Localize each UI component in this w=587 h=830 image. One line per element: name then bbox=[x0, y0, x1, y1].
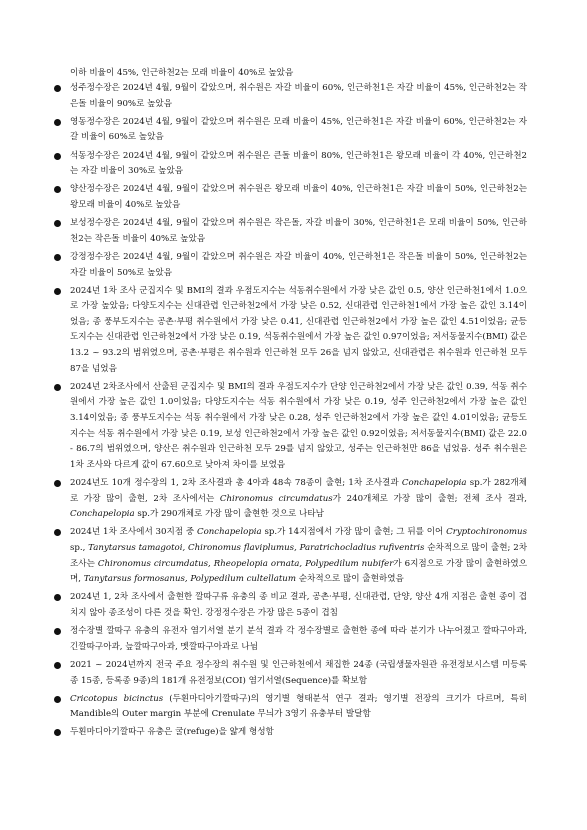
bullet-icon bbox=[54, 628, 61, 635]
item-text: 2024년 1, 2차 조사에서 출현한 깔따구류 유충의 종 비교 결과, 공촌·부평, 신대관렵, 단양, 양산 4개 지점은 출현 종이 겹치지 않아 종조성이 다른 것을 확인. 강정정수장은 가장 많은 5종이 겹침 bbox=[70, 592, 527, 618]
list-item bbox=[54, 624, 527, 655]
item-text: 2024년도 10개 정수장의 1, 2차 조사결과 총 4아과 48속 78종이 출현; 1차 조사결과 bbox=[70, 478, 402, 488]
list-item bbox=[54, 216, 527, 247]
item-text: 순차적으로 많이 출현; 2차 조사는 bbox=[70, 542, 527, 569]
bullet-icon bbox=[54, 85, 61, 92]
bullet-icon bbox=[54, 594, 61, 601]
bullet-icon bbox=[54, 480, 61, 487]
bullet-icon bbox=[54, 696, 61, 703]
item-text: sp.가 290개체로 가장 많이 출현한 것으로 나타남 bbox=[134, 509, 324, 520]
list-item bbox=[54, 250, 527, 281]
species-name: Conchapelopia bbox=[401, 478, 467, 488]
bullet-icon bbox=[54, 254, 61, 261]
bullet-icon bbox=[54, 186, 61, 193]
item-text: 순차적으로 많이 출현하였음 bbox=[295, 574, 404, 585]
species-name: Tanytarsus tamagotoi, Chironomus flaviplumus, Paratrichocladius rufiventris bbox=[88, 542, 425, 553]
item-text: 가 6지점으로 가장 많이 출현하였으며, bbox=[70, 558, 528, 585]
item-text: 가 240개체로 가장 많이 출현; 전체 조사 결과, bbox=[332, 493, 527, 504]
item-text: 2021 ~ 2024년까지 전국 주요 정수장의 취수원 및 인근하천에서 채집한 24종 (국립생물자원관 유전정보시스템 미등록종 15종, 등록종 9종)의 181개 유전정보(COI) 염기서열(Sequence)를 확보함 bbox=[70, 659, 527, 686]
item-text: 보성정수장은 2024년 4월, 9월이 같았으며 취수원은 작은돌, 자갈 비율이 30%, 인근하천1은 모래 비율이 50%, 인근하천2는 작은돌 비율이 40%로 높았음 bbox=[70, 218, 527, 244]
item-text: 2024년 1차 조사에서 30지점 중 bbox=[70, 527, 197, 538]
list-item bbox=[54, 380, 527, 474]
list-item bbox=[54, 81, 527, 112]
bullet-icon bbox=[54, 729, 61, 736]
species-name: Conchapelopia bbox=[197, 527, 262, 538]
list-item bbox=[54, 725, 527, 741]
bullet-icon bbox=[54, 288, 61, 295]
item-text: 석동정수장은 2024년 4월, 9월이 같았으며 취수원은 큰돌 비율이 80%, 인근하천1은 왕모래 비율이 각 40%, 인근하천2는 자갈 비율이 30%로 높았음 bbox=[70, 150, 527, 177]
species-name: Cricotopus bicinctus bbox=[70, 693, 164, 704]
item-text: sp., bbox=[70, 542, 89, 553]
bullet-list bbox=[54, 81, 527, 744]
item-text: 정수장별 깔따구 유충의 유전자 염기서열 분기 분석 결과 각 정수장별로 출현한 종에 따라 분기가 나누어졌고 깔따구아과, 긴깔따구아과, 늪깔따구아과, 멧깔따구아과로 나뉨 bbox=[70, 626, 527, 652]
list-item bbox=[54, 115, 527, 146]
species-name: Conchapelopia bbox=[70, 509, 135, 520]
item-text: 강정정수장은 2024년 4월, 9월이 같았으며 취수원은 자갈 비율이 40%, 인근하천1은 작은돌 비율이 50%, 인근하천2는 자갈 비율이 50%로 높았음 bbox=[70, 251, 527, 278]
item-text: sp.가 282개체로 가장 많이 출현, 2차 조사에서는 bbox=[70, 478, 527, 504]
continued-paragraph: 이하 비율이 45%, 인근하천2는 모래 비율이 40%로 높았음 bbox=[70, 68, 294, 78]
list-item bbox=[54, 182, 527, 213]
item-text: 영동정수장은 2024년 4월, 9월이 같았으며 취수원은 모래 비율이 45%, 인근하천1은 자갈 비율이 60%, 인근하천2는 자갈 비율이 60%로 높았음 bbox=[70, 116, 527, 143]
list-item bbox=[54, 692, 527, 723]
bullet-icon bbox=[54, 220, 61, 227]
item-text: 2024년 2차조사에서 산출된 군집지수 및 BMI의 결과 우점도지수가 단양 인근하천2에서 가장 낮은 값인 0.39, 석동 취수원에서 가장 높은 값인 1.0이었음; 다양도지수는 석동 취수원에서 가장 낮은 0.19, 성주 인근하천2에서 가장 높은 값인 3.14이었음; 종 풍부도지수는 석동 취수원에서 가장 낮은 0.28, 성주 인근하천2에서 가장 높은 값인 4.01이었음; 균등도지수는 석동 취수원에서 가장 낮은 0.19, 보성 인근하천2에서 가장 높은 값인 0.92이었음; 저서동물지수(BMI) 값은 22.0 - 86.7의 범위였으며, 양산은 취수원과 인근하천 모두 29를 넘지 않았고, 성주는 인근하천만 86을 넘었음. 성주 취수원은 1차 조사와 다르게 값이 67.60으로 낮아져 차이를 보였음 bbox=[70, 381, 527, 470]
list-item bbox=[54, 476, 527, 523]
species-name: Chironomus circumdatus, Rheopelopia ornata, Polypedilum nubifer bbox=[97, 558, 394, 569]
bullet-icon bbox=[54, 153, 61, 160]
species-name: Cryptochironomus bbox=[446, 527, 527, 538]
item-text: 두횐마디아기깔따구 유충은 굴(refuge)을 얇게 형성함 bbox=[70, 727, 274, 738]
bullet-icon bbox=[54, 384, 61, 391]
species-name: Tanytarsus formosanus, Polypedilum cultellatum bbox=[83, 574, 296, 585]
bullet-icon bbox=[54, 119, 61, 126]
bullet-icon bbox=[54, 662, 61, 669]
item-text: sp.가 14지점에서 가장 많이 출현; 그 뒤를 이어 bbox=[261, 527, 447, 538]
list-item bbox=[54, 525, 527, 587]
item-text: 성주정수장은 2024년 4월, 9월이 같았으며, 취수원은 자갈 비율이 60%, 인근하천1은 자갈 비율이 45%, 인근하천2는 작은돌 비율이 90%로 높았음 bbox=[70, 83, 527, 109]
species-name: Chironomus circumdatus bbox=[219, 493, 333, 504]
list-item bbox=[54, 590, 527, 621]
list-item bbox=[54, 149, 527, 180]
bullet-icon bbox=[54, 529, 61, 536]
list-item bbox=[54, 658, 527, 689]
item-text: 양산정수장은 2024년 4월, 9월이 같았으며 취수원은 왕모래 비율이 40%, 인근하천1은 자갈 비율이 50%, 인근하천2는 왕모래 비율이 40%로 높았음 bbox=[70, 184, 527, 210]
item-text: (두횐마디아기깔따구)의 영기별 형태분석 연구 결과; 영기별 전장의 크기가 다르며, 특히 Mandible의 Outer margin 부분에 Crenulate 무늬가 3영기 유충부터 발달함 bbox=[70, 693, 527, 720]
item-text: 2024년 1차 조사 군집지수 및 BMI의 결과 우점도지수는 석동취수원에서 가장 낮은 값인 0.5, 양산 인근하천1에서 1.0으로 가장 높았음; 다양도지수는 신대관렵 인근하천2에서 가장 낮은 0.52, 신대관렵 인근하천1에서 가장 높은 값인 3.14이었음; 종 풍부도지수는 공촌·부평 취수원에서 가장 낮은 0.41, 신대관렵 인근하천2에서 가장 높은 값인 4.51이었음; 균등도지수는 신대관렵 인근하천2에서 가장 낮은 0.19, 석동취수원에서 가장 높은 값인 0.97이었음; 저서동물지수(BMI) 값은 13.2 ~ 93.2의 범위였으며, 공촌·부평은 취수원과 인근하천 모두 26을 넘지 않았고, 신대관렵은 취수원과 인근하천 모두 87을 넘었음 bbox=[70, 285, 527, 374]
list-item bbox=[54, 284, 527, 378]
